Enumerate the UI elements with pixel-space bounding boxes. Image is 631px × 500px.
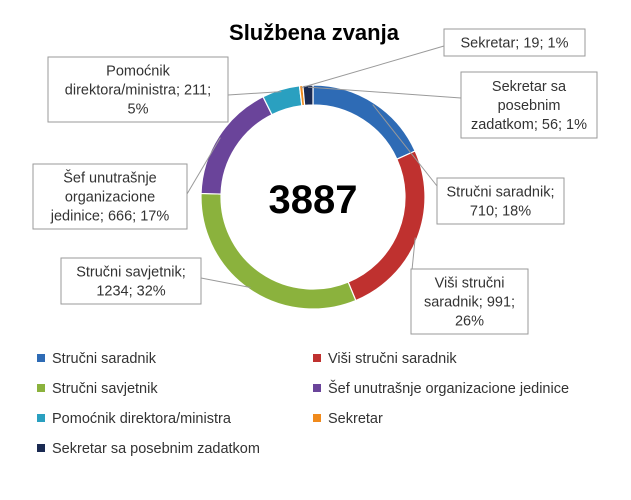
data-label-text: 5% xyxy=(127,101,149,118)
data-label-text: Stručni savjetnik; xyxy=(76,264,186,281)
data-label-text: 1234; 32% xyxy=(96,283,166,300)
data-label-callout xyxy=(444,29,585,56)
chart-legend xyxy=(37,351,569,457)
donut-center-total: 3887 xyxy=(268,178,358,222)
legend-entry xyxy=(37,441,260,457)
legend-label: Viši stručni saradnik xyxy=(328,351,457,367)
legend-swatch xyxy=(313,414,321,422)
legend-swatch xyxy=(37,354,45,362)
legend-label: Sekretar xyxy=(328,411,383,427)
data-label-text: zadatkom; 56; 1% xyxy=(470,117,588,133)
leader-line xyxy=(301,46,444,88)
legend-swatch xyxy=(37,414,45,422)
data-label-callout xyxy=(411,269,528,334)
data-label-callout xyxy=(61,258,201,304)
legend-label: Šef unutrašnje organizacione jedinice xyxy=(328,381,570,397)
legend-swatch xyxy=(37,384,45,392)
data-label-text: Pomoćnik xyxy=(106,63,170,80)
legend-entry xyxy=(37,351,157,367)
data-label-text: jedinice; 666; 17% xyxy=(50,208,170,225)
data-label-text: saradnik; 991; xyxy=(423,294,516,311)
legend-swatch xyxy=(313,354,321,362)
data-label-text: Stručni saradnik; xyxy=(446,184,555,201)
legend-label: Sekretar sa posebnim zadatkom xyxy=(52,441,260,457)
data-label-callout xyxy=(48,57,228,122)
data-label-text: Šef unutrašnje xyxy=(63,170,157,187)
legend-entry xyxy=(313,411,383,427)
data-label-callout xyxy=(461,72,597,138)
donut-slice xyxy=(313,85,415,159)
legend-swatch xyxy=(313,384,321,392)
data-label-text: Viši stručni xyxy=(434,275,505,292)
data-label-text: 26% xyxy=(454,313,485,330)
chart-title: Službena zvanja xyxy=(229,20,399,45)
legend-entry xyxy=(37,411,232,427)
data-label-text: organizacione xyxy=(64,189,156,206)
data-label-callout xyxy=(33,164,187,229)
legend-entry xyxy=(37,381,158,397)
data-label-text: Sekretar sa xyxy=(491,79,567,95)
legend-label: Stručni saradnik xyxy=(52,351,156,367)
legend-swatch xyxy=(37,444,45,452)
data-label-text: posebnim xyxy=(497,98,561,114)
legend-label: Pomoćnik direktora/ministra xyxy=(52,411,231,427)
legend-entry xyxy=(313,351,457,367)
data-label-text: direktora/ministra; 211; xyxy=(64,82,212,99)
data-label-text: Sekretar; 19; 1% xyxy=(460,35,569,52)
donut-slice xyxy=(303,85,313,105)
data-label-text: 710; 18% xyxy=(469,203,532,220)
legend-entry xyxy=(313,380,569,397)
legend-label: Stručni savjetnik xyxy=(52,381,158,397)
data-label-callout xyxy=(437,178,564,224)
